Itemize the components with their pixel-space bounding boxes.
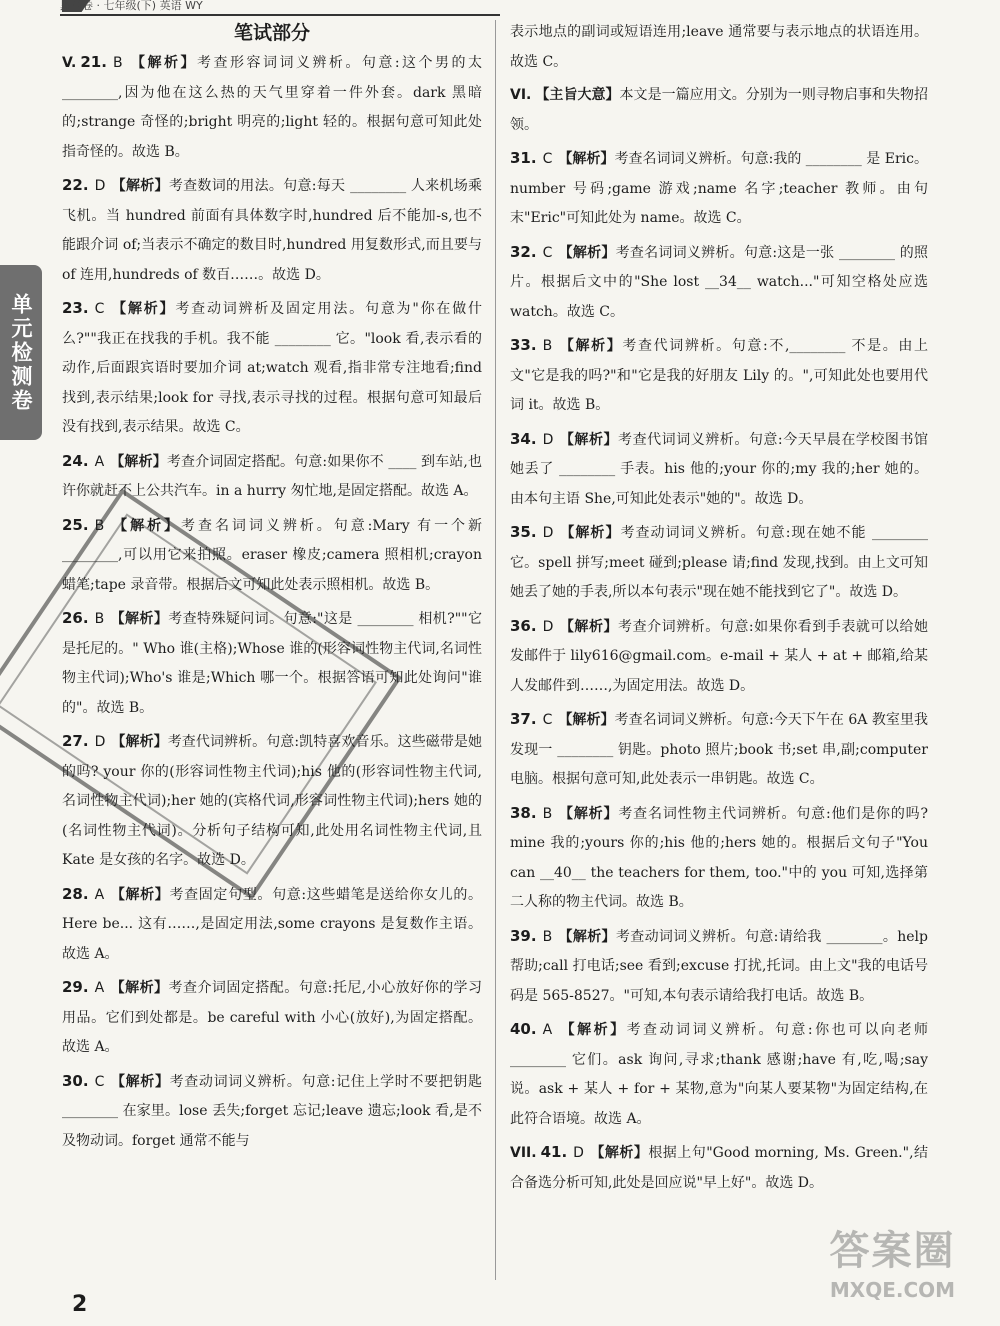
page-number: 2 bbox=[72, 1292, 88, 1317]
answer-item bbox=[62, 973, 482, 1063]
analysis-tag: 【解析】 bbox=[558, 805, 619, 822]
question-number: 41. bbox=[540, 1143, 568, 1161]
answer-letter: D bbox=[573, 1145, 584, 1161]
analysis-tag: 【解析】 bbox=[558, 151, 615, 167]
explanation-text: 考查动词词义辨析。句意:请给我 ________。help 帮助;call 打电话;see 看到;excuse 打扰,托词。由上文"我的电话号码是 565-8527。"可知,本句表示请给我打电话。故选 B。 bbox=[510, 928, 928, 1004]
answer-letter: C bbox=[94, 301, 105, 317]
analysis-tag: 【解析】 bbox=[559, 618, 619, 635]
answer-item bbox=[62, 1067, 482, 1157]
answer-item bbox=[510, 1138, 928, 1198]
answer-letter: B bbox=[542, 928, 553, 945]
answer-item bbox=[510, 18, 928, 77]
explanation-text: 考查动词词义辨析。句意:你也可以向老师 ________ 它们。ask 询问,寻求;thank 感谢;have 有,吃,喝;say 说。ask + 某人 + for + 某物,意为"向某人要某物"为固定结构,在此符合语境。故选 A。 bbox=[510, 1022, 929, 1127]
explanation-text: 考查代词词义辨析。句意:今天早晨在学校图书馆她丢了 ________ 手表。his 他的;your 你的;my 我的;her 她的。由本句主语 She,可知此处表示"她的"。故选 D。 bbox=[510, 431, 929, 507]
analysis-tag: 【解析】 bbox=[558, 338, 623, 354]
answer-letter: B bbox=[94, 517, 105, 534]
question-number: 27. bbox=[62, 732, 89, 750]
answer-item bbox=[62, 727, 482, 876]
question-number: 21. bbox=[80, 53, 107, 71]
answer-item bbox=[510, 238, 928, 328]
analysis-tag: 【主旨大意】 bbox=[535, 87, 620, 103]
question-number: 39. bbox=[510, 926, 537, 945]
question-number: 37. bbox=[510, 710, 537, 728]
section-numeral: V. bbox=[62, 55, 77, 71]
question-number: 24. bbox=[62, 451, 89, 470]
explanation-text: 考查名词词义辨析。句意:我的 ________ 是 Eric。number 号码;game 游戏;name 名字;teacher 教师。由句末"Eric"可知此处为 name。故选 C。 bbox=[510, 151, 928, 226]
question-number: 40. bbox=[510, 1020, 537, 1038]
question-number: 34. bbox=[510, 429, 537, 448]
section-numeral: VI. bbox=[510, 87, 532, 103]
explanation-text: 考查名词词义辨析。句意:Mary 有一个新 ________,可以用它来拍照。eraser 橡皮;camera 照相机;crayon 蜡笔;tape 录音带。根据后文可知此处表示照相机。故选 B。 bbox=[62, 517, 483, 593]
answer-item bbox=[510, 799, 928, 918]
question-number: 23. bbox=[62, 299, 89, 317]
watermark-text: 答案圈 bbox=[829, 1228, 956, 1274]
explanation-text: 考查动词词义辨析。句意:现在她不能 ________ 它。spell 拼写;meet 碰到;please 请;find 发现,找到。由上文可知她丢了她的手表,所以本句表示"现在她不能找到它了"。故选 D。 bbox=[510, 525, 929, 600]
question-number: 30. bbox=[62, 1071, 89, 1090]
answer-item bbox=[510, 705, 928, 795]
analysis-tag: 【解析】 bbox=[558, 1022, 627, 1038]
analysis-tag: 【解析】 bbox=[589, 1145, 649, 1161]
question-number: 32. bbox=[510, 242, 537, 261]
question-number: 31. bbox=[510, 149, 537, 167]
question-number: 22. bbox=[62, 176, 89, 194]
section-title: 笔试部分 bbox=[233, 22, 310, 44]
answer-item bbox=[62, 511, 482, 601]
analysis-tag: 【解析】 bbox=[110, 886, 170, 903]
watermark-logo bbox=[800, 1226, 985, 1322]
answer-letter: B bbox=[542, 805, 553, 822]
answer-letter: A bbox=[94, 980, 105, 996]
answer-letter: D bbox=[94, 734, 106, 750]
answer-letter: C bbox=[542, 244, 553, 261]
explanation-text: 考查介词辨析。句意:如果你看到手表就可以给她发邮件于 lily616@gmail.com。e-mail + 某人 + at + 邮箱,给某人发邮件到……,为固定用法。故选 D。 bbox=[510, 618, 929, 694]
analysis-tag: 【解析】 bbox=[110, 1073, 170, 1090]
analysis-tag: 【解析】 bbox=[559, 431, 619, 448]
question-number: 35. bbox=[510, 523, 537, 541]
column-divider bbox=[495, 20, 496, 1280]
answer-letter: D bbox=[542, 431, 554, 448]
left-column bbox=[62, 18, 482, 1160]
answer-item bbox=[510, 922, 928, 1012]
analysis-tag: 【解析】 bbox=[110, 517, 182, 534]
right-column bbox=[510, 18, 928, 1202]
explanation-text: 表示地点的副词或短语连用;leave 通常要与表示地点的状语连用。故选 C。 bbox=[510, 24, 928, 70]
analysis-tag: 【解析】 bbox=[559, 525, 621, 541]
analysis-tag: 【解析】 bbox=[558, 928, 616, 945]
answer-item bbox=[510, 1015, 928, 1134]
explanation-text: 本文是一篇应用文。分别为一则寻物启事和失物招领。 bbox=[510, 87, 928, 133]
answer-letter: A bbox=[542, 1022, 553, 1038]
question-number: 28. bbox=[62, 884, 89, 903]
explanation-text: 考查动词辨析及固定用法。句意为"你在做什么?""我正在找我的手机。我不能 ________ 它。"look 看,表示看的动作,后面跟宾语时要加介词 at;watch 观看,指非常专注地看;find 找到,表示结果;look for 寻找,表示寻找的过程。根据句意可知最后没有找到,表示结果。故选 C。 bbox=[62, 301, 482, 435]
side-tab bbox=[0, 265, 42, 440]
explanation-text: 根据上句"Good morning, Ms. Green.",结合备选分析可知,此处是回应说"早上好"。故选 D。 bbox=[510, 1145, 928, 1191]
analysis-tag: 【解析】 bbox=[558, 712, 615, 728]
question-number: 38. bbox=[510, 803, 537, 822]
analysis-tag: 【解析】 bbox=[110, 980, 169, 996]
answer-letter: C bbox=[542, 712, 553, 728]
left-items bbox=[62, 48, 482, 1156]
answer-item bbox=[510, 425, 928, 515]
answer-item bbox=[62, 171, 482, 290]
explanation-text: 考查介词固定搭配。句意:托尼,小心放好你的学习用品。它们到处都是。be careful with 小心(放好),为固定搭配。故选 A。 bbox=[62, 980, 483, 1055]
question-number: 33. bbox=[510, 336, 537, 354]
answer-item bbox=[510, 331, 928, 421]
answer-letter: D bbox=[94, 178, 106, 194]
explanation-text: 考查名词性物主代词辨析。句意:他们是你的吗? mine 我的;yours 你的;his 他的;hers 她的。根据后文句子"You can __40__ the teachers for them, too."中的 you 可知,选择第二人称的物主代词。故选 B。 bbox=[510, 805, 928, 910]
running-header bbox=[60, 0, 500, 16]
analysis-tag: 【解析】 bbox=[110, 301, 176, 317]
answer-item bbox=[62, 880, 482, 970]
answer-item bbox=[510, 612, 928, 702]
answer-letter: B bbox=[542, 338, 553, 354]
answer-letter: D bbox=[542, 525, 554, 541]
side-tab-label: 单元检测卷 bbox=[9, 292, 33, 413]
right-items bbox=[510, 18, 928, 1198]
analysis-tag: 【解析】 bbox=[558, 244, 616, 261]
answer-letter: A bbox=[94, 886, 105, 903]
question-number: 25. bbox=[62, 515, 89, 534]
running-header-text: 黑马卷 · 七年级(下) 英语 WY bbox=[60, 0, 203, 12]
answer-item bbox=[62, 294, 482, 443]
analysis-tag: 【解析】 bbox=[111, 734, 168, 750]
explanation-text: 考查代词辨析。句意:凯特喜欢音乐。这些磁带是她的吗? your 你的(形容词性物主代词);his 他的(形容词性物主代词,名词性物主代词);her 她的(宾格代词,形容词性物主代词);hers 她的(名词性物主代词)。分析句子结构可知,此处用名词性物主代词,且 Kate 是女孩的名字。故选 D。 bbox=[62, 734, 483, 868]
answer-item bbox=[510, 144, 928, 234]
question-number: 36. bbox=[510, 616, 537, 635]
explanation-text: 考查动词词义辨析。句意:记住上学时不要把钥匙 ________ 在家里。lose 丢失;forget 忘记;leave 遗忘;look 看,是不及物动词。forget 通常不能与 bbox=[62, 1073, 483, 1149]
answer-letter: C bbox=[94, 1073, 105, 1090]
answer-item bbox=[62, 604, 482, 723]
question-number: 29. bbox=[62, 978, 89, 996]
explanation-text: 考查数词的用法。句意:每天 ________ 人来机场乘飞机。当 hundred 前面有具体数字时,hundred 后不能加-s,也不能跟介词 of;当表示不确定的数目时,hundred 用复数形式,而且要与 of 连用,hundreds of 数百……。故选 D。 bbox=[62, 178, 482, 283]
question-number: 26. bbox=[62, 609, 89, 627]
answer-item bbox=[62, 447, 482, 507]
answer-letter: C bbox=[542, 151, 553, 167]
section-numeral: VII. bbox=[510, 1145, 537, 1161]
analysis-tag: 【解析】 bbox=[110, 611, 169, 627]
answer-letter: D bbox=[542, 618, 554, 635]
explanation-text: 考查形容词词义辨析。句意:这个男的太 ________,因为他在这么热的天气里穿着一件外套。dark 黑暗的;strange 奇怪的;bright 明亮的;light 轻的。根据句意可知此处指奇怪的。故选 B。 bbox=[62, 55, 483, 160]
answer-letter: B bbox=[112, 55, 123, 71]
explanation-text: 考查介词固定搭配。句意:如果你不 ____ 到车站,也许你就赶不上公共汽车。in a hurry 匆忙地,是固定搭配。故选 A。 bbox=[62, 453, 482, 499]
answer-letter: A bbox=[94, 453, 105, 470]
explanation-text: 考查固定句型。句意:这些蜡笔是送给你女儿的。Here be... 这有……,是固定用法,some crayons 是复数作主语。故选 A。 bbox=[62, 886, 483, 962]
explanation-text: 考查名词词义辨析。句意:今天下午在 6A 教室里我发现一 ________ 钥匙。photo 照片;book 书;set 串,副;computer 电脑。根据句意可知,此处表示一串钥匙。故选 C。 bbox=[510, 712, 928, 787]
analysis-tag: 【解析】 bbox=[110, 453, 167, 470]
analysis-tag: 【解析】 bbox=[128, 55, 197, 71]
answer-item bbox=[62, 48, 482, 167]
explanation-text: 考查名词词义辨析。句意:这是一张 ________ 的照片。根据后文中的"She lost __34__ watch..."可知空格处应选 watch。故选 C。 bbox=[510, 244, 929, 320]
watermark-url: MXQE.COM bbox=[829, 1278, 956, 1302]
answer-item bbox=[510, 81, 928, 140]
explanation-text: 考查特殊疑问词。句意:"这是 ________ 相机?""它是托尼的。" Who 谁(主格);Whose 谁的(形容词性物主代词,名词性物主代词);Who's 谁是;Which 哪一个。根据答语可知此处询问"谁的"。故选 B。 bbox=[62, 611, 482, 716]
explanation-text: 考查代词辨析。句意:不,________ 不是。由上文"它是我的吗?"和"它是我的好朋友 Lily 的。",可知此处也要用代词 it。故选 B。 bbox=[510, 338, 928, 413]
answer-item bbox=[510, 518, 928, 608]
analysis-tag: 【解析】 bbox=[111, 178, 169, 194]
answer-letter: B bbox=[94, 611, 105, 627]
